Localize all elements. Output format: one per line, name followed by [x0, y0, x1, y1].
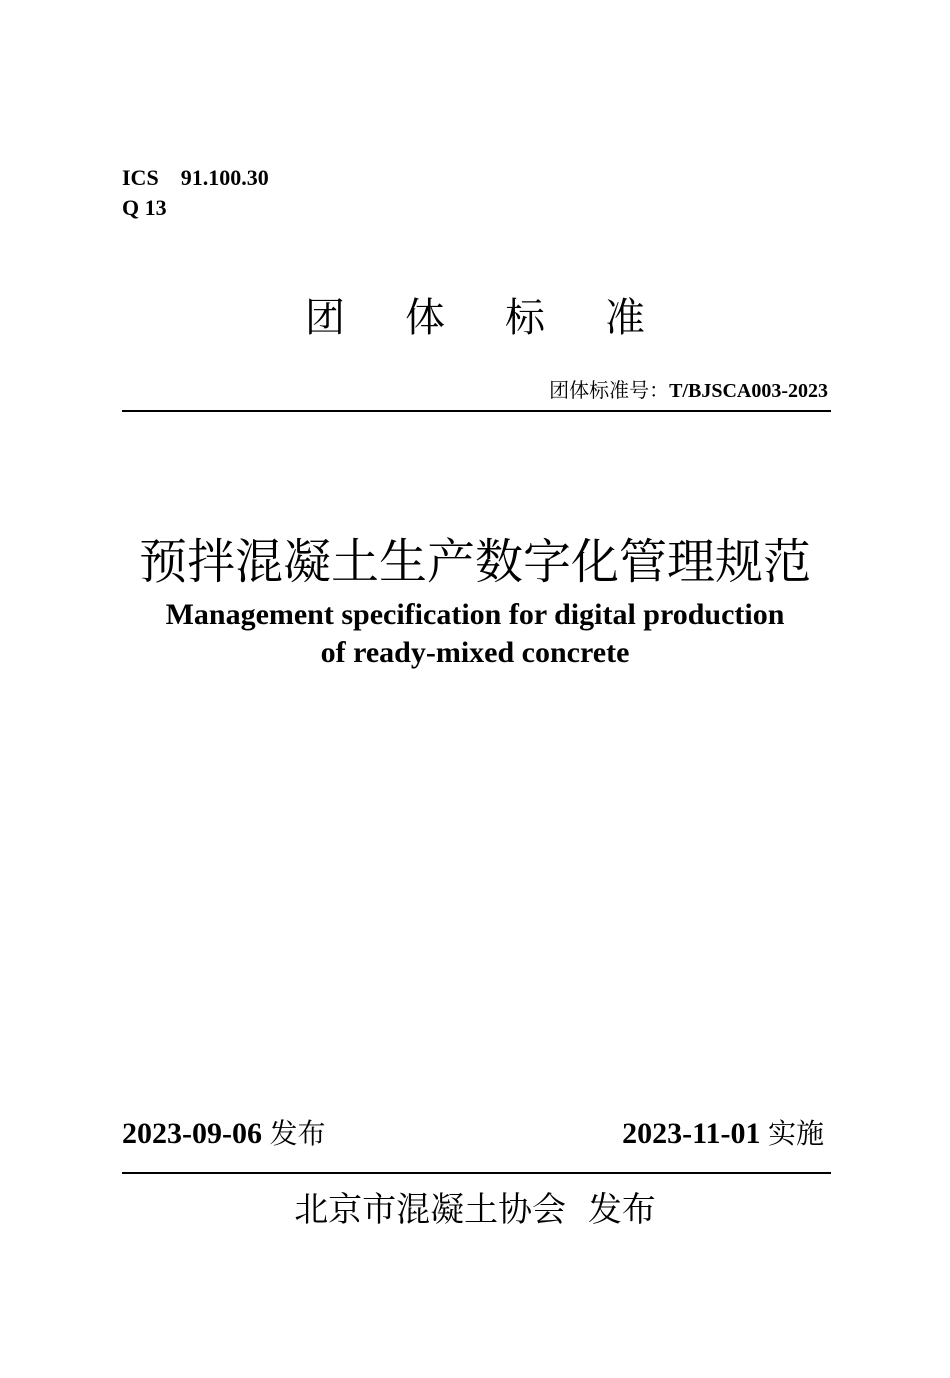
standard-number-value: T/BJSCA003-2023	[669, 380, 828, 402]
title-chinese: 预拌混凝土生产数字化管理规范	[138, 534, 811, 590]
ccs-classification: Q 13	[122, 195, 167, 220]
doc-type-char: 团	[305, 295, 345, 341]
ics-label: ICS	[122, 165, 159, 190]
document-type-heading	[0, 290, 950, 346]
publisher-name: 北京市混凝土协会	[294, 1190, 567, 1230]
standard-number	[549, 376, 828, 405]
publisher-word: 发布	[587, 1190, 656, 1230]
issue-date	[122, 1114, 326, 1154]
doc-type-char: 标	[505, 295, 545, 341]
implementation-date	[622, 1114, 824, 1154]
title-english-line2: of ready-mixed concrete	[320, 636, 630, 669]
doc-type-char: 准	[605, 295, 645, 341]
issue-date-word: 发布	[269, 1117, 326, 1150]
standard-number-label: 团体标准号：	[549, 378, 670, 402]
implementation-date-value: 2023-11-01	[622, 1117, 761, 1150]
ics-classification	[122, 164, 269, 192]
bottom-divider	[122, 1172, 831, 1174]
top-divider	[122, 410, 831, 412]
title-english-line1: Management specification for digital production	[165, 598, 785, 631]
implementation-date-word: 实施	[767, 1117, 824, 1150]
publisher	[0, 1186, 950, 1234]
ics-code: 91.100.30	[180, 165, 269, 190]
doc-type-char: 体	[405, 295, 445, 341]
issue-date-value: 2023-09-06	[122, 1117, 262, 1150]
